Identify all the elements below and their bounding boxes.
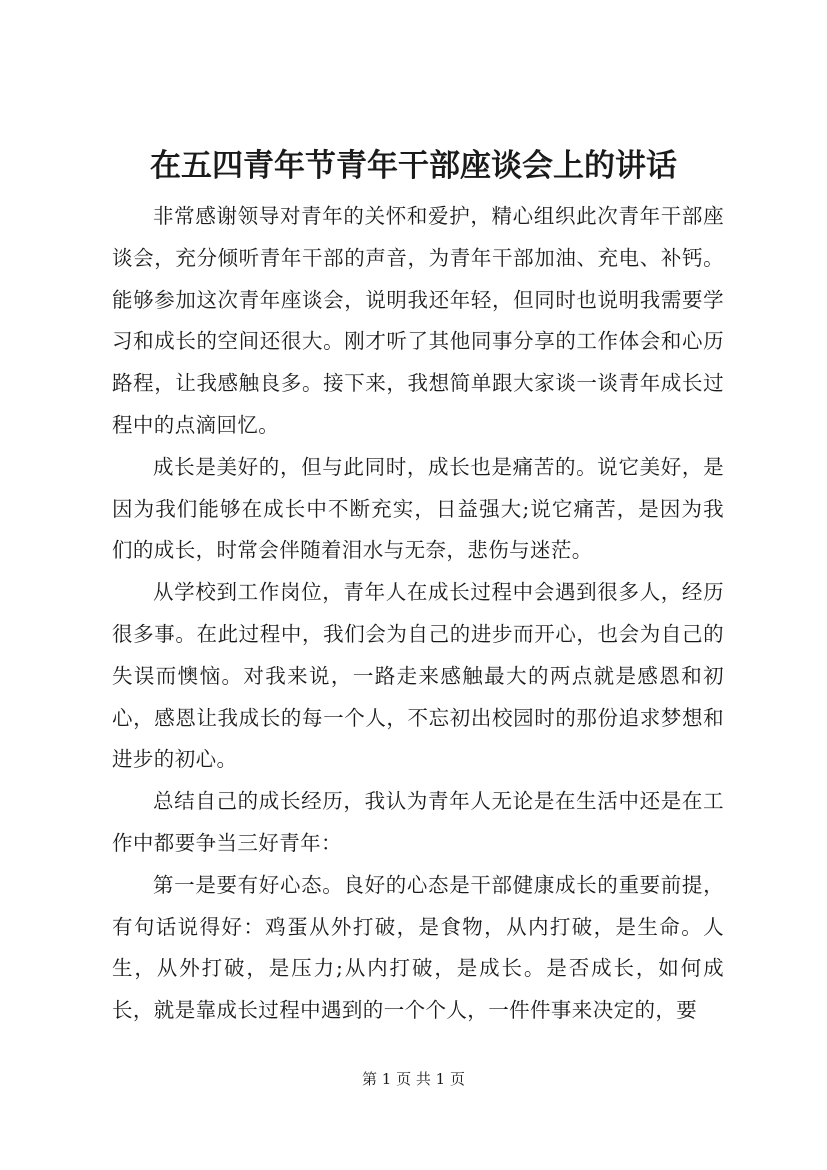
document-body xyxy=(112,196,724,1032)
paragraph-1: 非常感谢领导对青年的关怀和爱护，精心组织此次青年干部座谈会，充分倾听青年干部的声音，为青年干部加油、充电、补钙。能够参加这次青年座谈会，说明我还年轻，但同时也说明我需要学习和成长的空间还很大。刚才听了其他同事分享的工作体会和心历路程，让我感触良多。接下来，我想简单跟大家谈一谈青年成长过程中的点滴回忆。 xyxy=(112,204,724,437)
paragraph-4: 总结自己的成长经历，我认为青年人无论是在生活中还是在工作中都要争当三好青年： xyxy=(112,789,724,855)
paragraph-5: 第一是要有好心态。良好的心态是干部健康成长的重要前提，有句话说得好：鸡蛋从外打破，是食物，从内打破，是生命。人生，从外打破，是压力;从内打破，是成长。是否成长，如何成长，就是靠成长过程中遇到的一个个人，一件件事来决定的，要 xyxy=(112,872,724,1023)
paragraph-2: 成长是美好的，但与此同时，成长也是痛苦的。说它美好，是因为我们能够在成长中不断充实，日益强大;说它痛苦，是因为我们的成长，时常会伴随着泪水与无奈，悲伤与迷茫。 xyxy=(112,454,724,563)
page-footer: 第 1 页 共 1 页 xyxy=(362,1070,465,1088)
paragraph-3: 从学校到工作岗位，青年人在成长过程中会遇到很多人，经历很多事。在此过程中，我们会为自己的进步而开心，也会为自己的失误而懊恼。对我来说，一路走来感触最大的两点就是感恩和初心，感恩让我成长的每一个人，不忘初出校园时的那份追求梦想和进步的初心。 xyxy=(112,580,724,772)
document-title: 在五四青年节青年干部座谈会上的讲话 xyxy=(150,148,677,184)
